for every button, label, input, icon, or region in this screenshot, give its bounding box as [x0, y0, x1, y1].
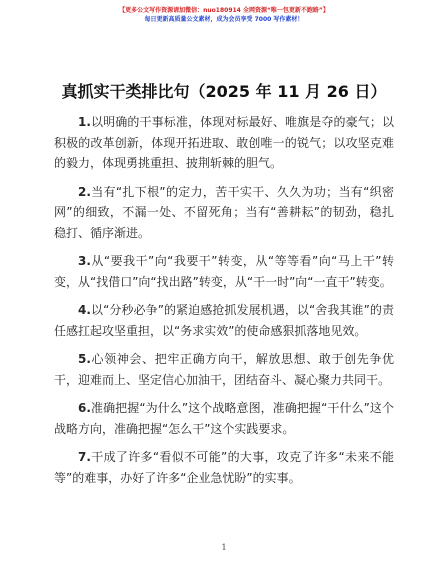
paragraph-number: 5. — [78, 352, 91, 366]
paragraph-number: 2. — [78, 184, 91, 199]
paragraph-1 — [54, 112, 394, 174]
paragraph-3 — [54, 251, 394, 292]
banner-promo-line: 【更多公文写作资源请加微信：nuo180914 全网资源“唯一包更新不跑路”】 — [119, 7, 329, 14]
paragraph-number: 4. — [78, 303, 91, 317]
paragraph-text: 心领神会、把牢正确方向干，解放思想、敢于创先争优干，迎难而上、坚定信心加油干，团结奋斗、凝心聚力共同干。 — [54, 352, 394, 387]
paragraph-2 — [54, 182, 394, 244]
paragraph-number: 3. — [78, 254, 91, 268]
document-body — [54, 112, 394, 496]
paragraph-text: 准确把握“为什么”这个战略意图，准确把握“干什么”这个战略方向，准确把握“怎么干”这个实践要求。 — [54, 401, 394, 436]
header-banner — [0, 6, 448, 24]
paragraph-number: 6. — [78, 401, 91, 415]
page-number: 1 — [221, 543, 227, 552]
paragraph-5 — [54, 349, 394, 390]
paragraph-number: 7. — [78, 450, 91, 464]
paragraph-6 — [54, 398, 394, 439]
paragraph-7 — [54, 447, 394, 488]
paragraph-text: 从“要我干”向“我要干”转变，从“等等看”向“马上干”转变，从“找借口”向“找出路”转变，从“干一时”向“一直干”转变。 — [54, 254, 394, 289]
paragraph-text: 以“分秒必争”的紧迫感抢抓发展机遇，以“舍我其谁”的责任感扛起攻坚重担，以“务求实效”的使命感狠抓落地见效。 — [54, 303, 394, 338]
paragraph-text: 干成了许多“看似不可能”的大事，攻克了许多“未来不能等”的难事，办好了许多“企业急忧盼”的实事。 — [54, 450, 394, 485]
paragraph-number: 1. — [78, 115, 91, 129]
document-title: 真抓实干类排比句（2025 年 11 月 26 日） — [61, 82, 387, 101]
paragraph-text: 以明确的干事标准，体现对标最好、唯旗是夺的豪气；以积极的改革创新，体现开拓进取、敢创唯一的锐气；以攻坚克难的毅力，体现勇挑重担、披荆斩棘的胆气。 — [54, 115, 394, 170]
paragraph-text: 当有“扎下根”的定力，苦干实干、久久为功；当有“织密网”的细致，不漏一处、不留死角；当有“善耕耘”的韧劲，稳扎稳打、循序渐进。 — [54, 184, 394, 240]
paragraph-4 — [54, 300, 394, 341]
banner-update-line: 每日更新高质量公文素材，成为会员享受 7000 写作素材！ — [144, 16, 304, 23]
